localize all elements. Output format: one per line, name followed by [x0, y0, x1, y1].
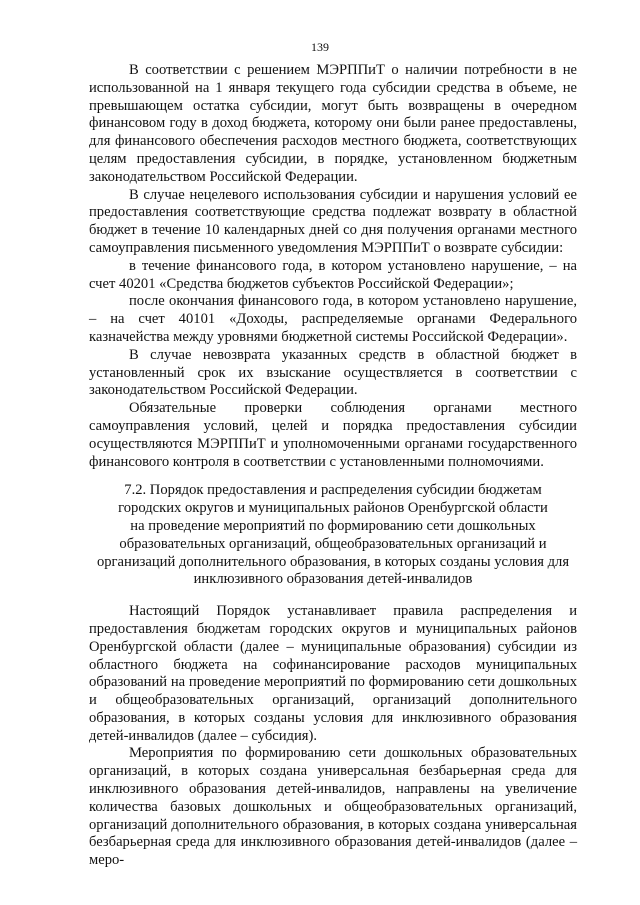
page-number: 139: [311, 40, 329, 54]
heading-line: городских округов и муниципальных районов Оренбургской области: [118, 500, 548, 517]
paragraph-measures: Мероприятия по формированию сети дошкольных образовательных организаций, в которых создана универсальная безбарьерная среда для инклюзивного образования детей-инвалидов, направлены на увеличение количества базовых дошкольных и общеобразовательных организаций, организаций дополнительного образования, в которых создана универсальная безбарьерная среда для инклюзивного образования детей-инвалидов (далее – меро-: [89, 745, 577, 869]
heading-line: образовательных организаций, общеобразовательных организаций и: [119, 535, 547, 552]
heading-line: 7.2. Порядок предоставления и распределения субсидии бюджетам: [124, 482, 542, 499]
paragraph-account-40101: после окончания финансового года, в котором установлено нарушение, – на счет 40101 «Доходы, распределяемые органами Федерального казначейства между уровнями бюджетной системы Российской Федерации».: [89, 293, 577, 345]
paragraph-procedure-scope: Настоящий Порядок устанавливает правила распределения и предоставления бюджетам городских округов и муниципальных районов Оренбургской области (далее – муниципальные образования) субсидии из областного бюджета на софинансирование расходов муниципальных образований на проведение мероприятий по формированию сети дошкольных и общеобразовательных организаций, организаций дополнительного образования, в которых созданы условия для инклюзивного образования детей-инвалидов (далее – субсидия).: [89, 603, 577, 744]
document-body: [89, 62, 577, 870]
paragraph-misuse-return: В случае нецелевого использования субсидии и нарушения условий ее предоставления соответствующие средства подлежат возврату в областной бюджет в течение 10 календарных дней со дня получения органами местного самоуправления письменного уведомления МЭРППиТ о возврате субсидии:: [89, 186, 577, 256]
heading-line: инклюзивного образования детей-инвалидов: [193, 571, 473, 588]
heading-line: организаций дополнительного образования, в которых созданы условия для: [96, 553, 570, 570]
paragraph-account-40201: в течение финансового года, в котором установлено нарушение, – на счет 40201 «Средства бюджетов субъектов Российской Федерации»;: [89, 257, 577, 292]
paragraph-mandatory-checks: Обязательные проверки соблюдения органами местного самоуправления условий, целей и порядка предоставления субсидии осуществляются МЭРППиТ и уполномоченными органами государственного финансового контроля в соответствии с установленными полномочиями.: [89, 400, 577, 470]
paragraph-non-return: В случае невозврата указанных средств в областной бюджет в установленный срок их взыскание осуществляется в соответствии с законодательством Российской Федерации.: [89, 346, 577, 399]
heading-line: на проведение мероприятий по формированию сети дошкольных: [130, 517, 536, 534]
paragraph-unused-subsidy-return: В соответствии с решением МЭРППиТ о наличии потребности в не использованной на 1 января текущего года субсидии средства в объеме, не превышающем остатка субсидии, могут быть возвращены в очередном финансовом году в доход бюджета, которому они были ранее предоставлены, для финансового обеспечения расходов местного бюджета, соответствующих целям предоставления субсидии, в порядке, установленном бюджетным законодательством Российской Федерации.: [89, 62, 577, 185]
section-heading: [77, 482, 589, 589]
